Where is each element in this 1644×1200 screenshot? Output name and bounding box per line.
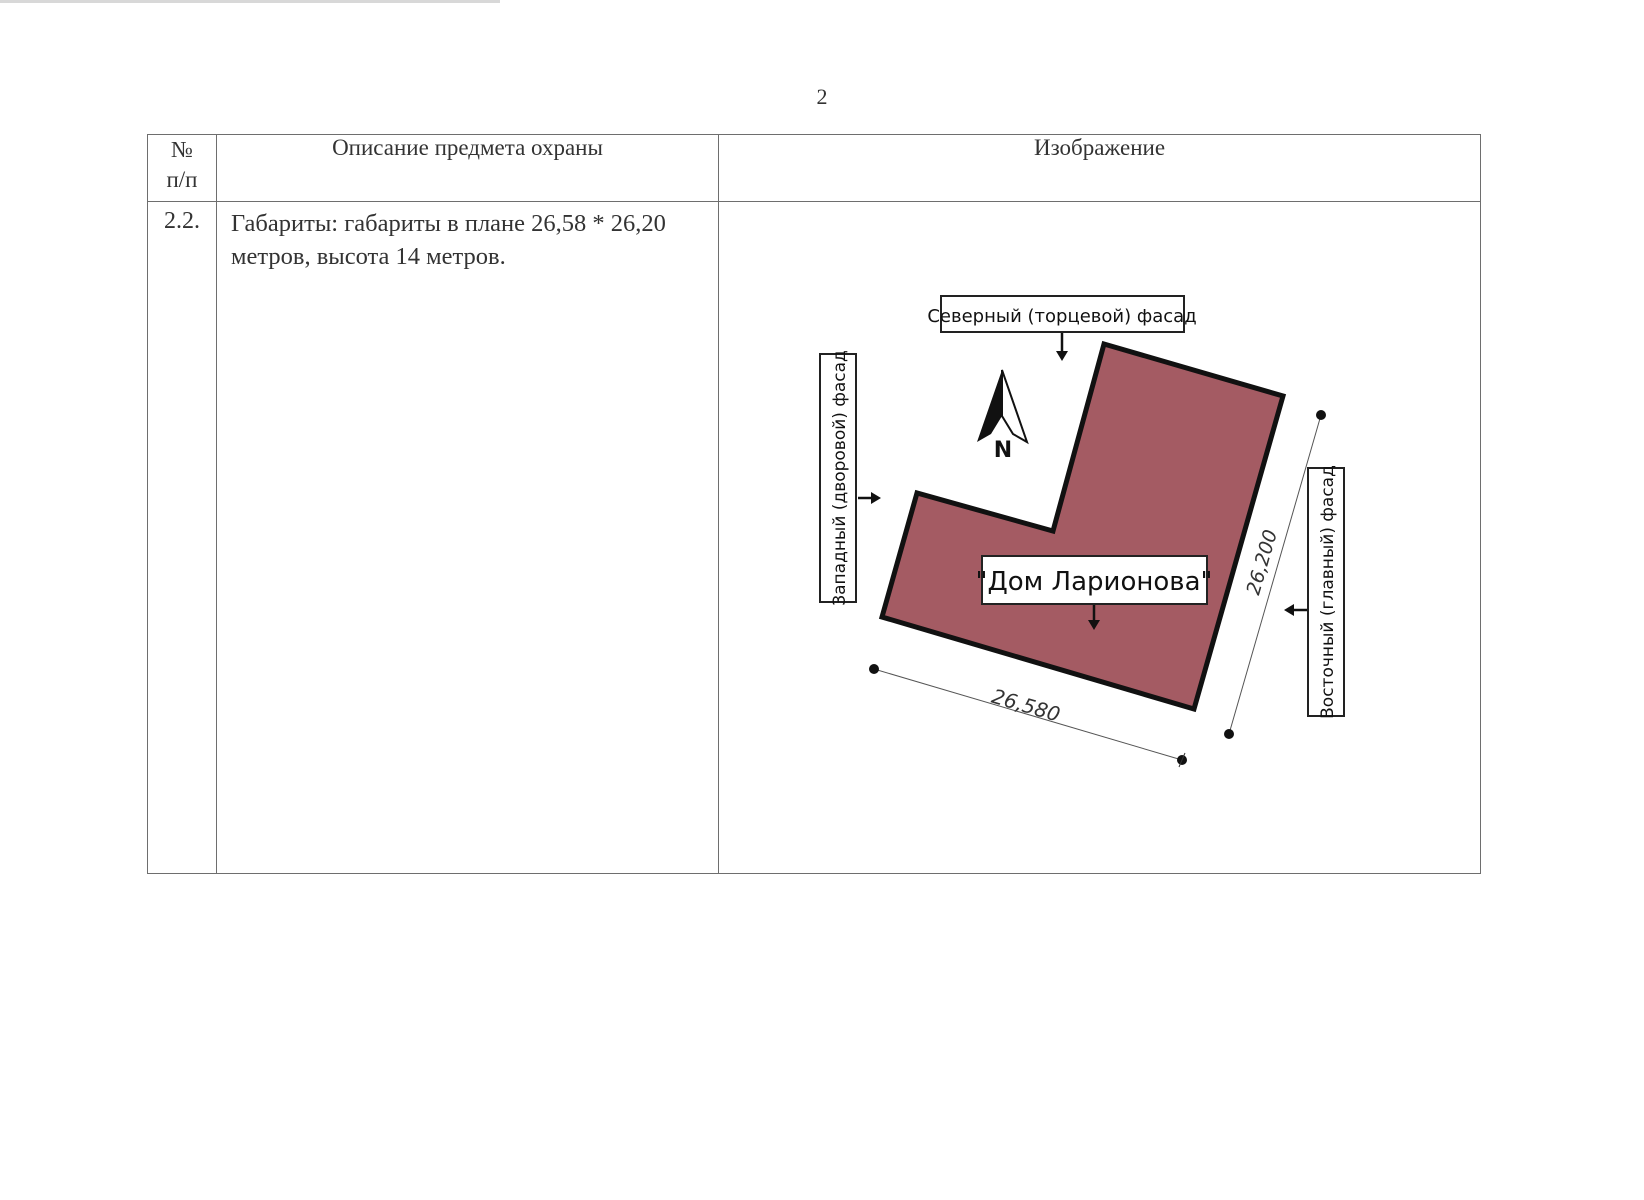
east-facade-label-group: [1308, 465, 1344, 719]
building-footprint: [882, 344, 1283, 709]
west-facade-label: Западный (дворовой) фасад: [830, 350, 850, 606]
east-facade-arrow: [1284, 604, 1307, 616]
west-facade-arrow: [858, 492, 881, 504]
protection-subject-table: [147, 134, 1481, 874]
north-facade-arrow: [1056, 333, 1068, 361]
header-description: Описание предмета охраны: [217, 135, 719, 202]
north-arrow-letter: N: [993, 438, 1013, 463]
header-number-symbol: №: [171, 137, 193, 162]
depth-dimension-label: 26,200: [1242, 527, 1283, 598]
north-facade-label: Северный (торцевой) фасад: [927, 306, 1197, 327]
page-number: 2: [816, 84, 828, 109]
header-number: [148, 135, 217, 202]
site-plan-drawing: [719, 202, 1482, 874]
row-description: Габариты: габариты в плане 26,58 * 26,20 метров, высота 14 метров.: [217, 202, 719, 874]
row-image-cell: [719, 202, 1481, 874]
width-dimension-label: 26,580: [989, 683, 1063, 727]
header-image: Изображение: [719, 135, 1481, 202]
scan-edge-line: [0, 0, 500, 3]
west-facade-label-group: [820, 350, 856, 606]
east-facade-label: Восточный (главный) фасад: [1318, 465, 1338, 719]
table-row: [148, 202, 1481, 874]
table-header-row: [148, 135, 1481, 202]
north-arrow-icon: [977, 370, 1027, 463]
building-name-label: "Дом Ларионова": [975, 567, 1213, 597]
header-number-abbrev: п/п: [166, 167, 198, 192]
row-number: 2.2.: [148, 202, 217, 874]
